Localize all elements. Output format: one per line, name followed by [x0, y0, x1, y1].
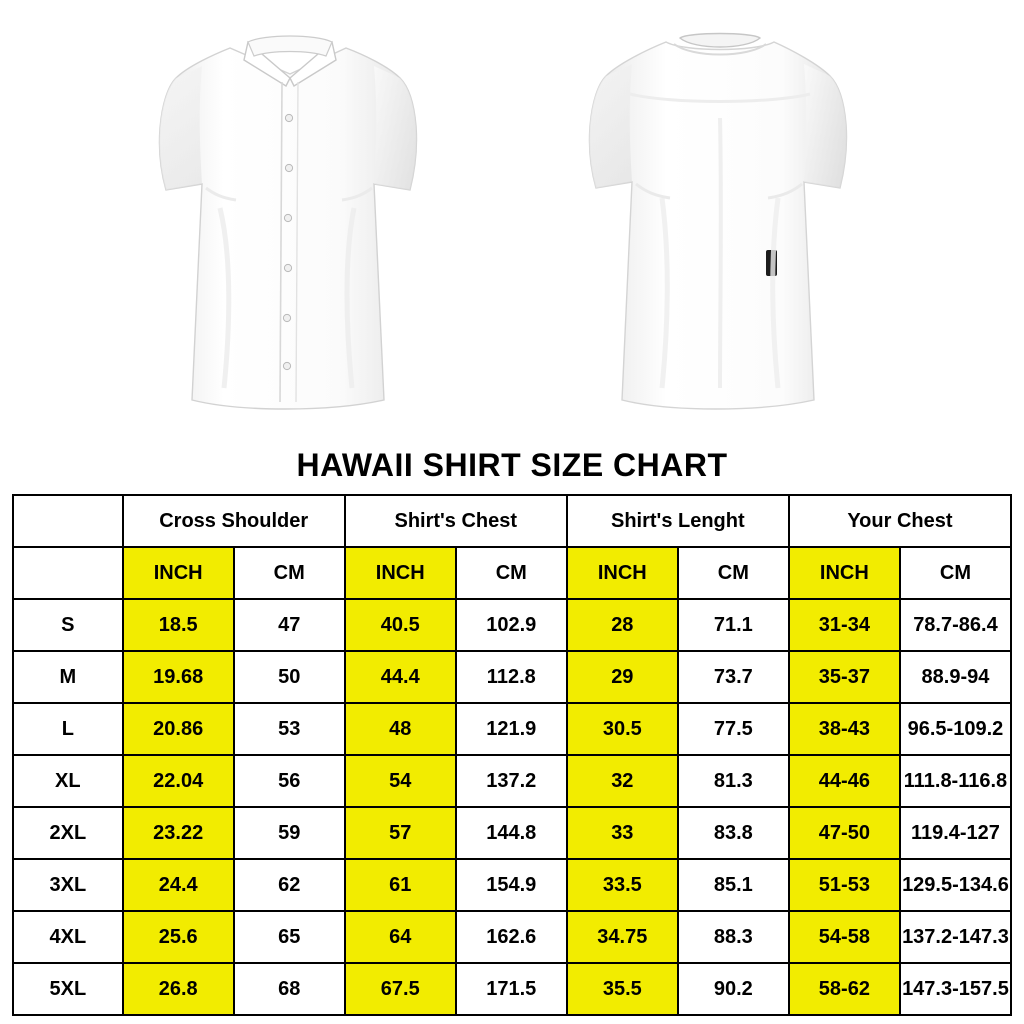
table-row [13, 859, 1011, 911]
cell-cross-shoulder-inch: 25.6 [123, 911, 234, 963]
row-size-label: L [13, 703, 123, 755]
cell-length-inch: 32 [567, 755, 678, 807]
row-size-label: 5XL [13, 963, 123, 1015]
cell-your-chest-cm: 78.7-86.4 [900, 599, 1011, 651]
shirt-front-image [140, 8, 440, 428]
cell-cross-shoulder-inch: 22.04 [123, 755, 234, 807]
cell-cross-shoulder-inch: 18.5 [123, 599, 234, 651]
cell-length-cm: 90.2 [678, 963, 789, 1015]
cell-length-cm: 81.3 [678, 755, 789, 807]
unit-header-cm-4: CM [900, 547, 1011, 599]
cell-cross-shoulder-inch: 19.68 [123, 651, 234, 703]
row-size-label: 3XL [13, 859, 123, 911]
size-table-wrap [0, 494, 1024, 1016]
cell-length-inch: 28 [567, 599, 678, 651]
shirt-back-image [570, 8, 870, 428]
cell-your-chest-cm: 96.5-109.2 [900, 703, 1011, 755]
cell-your-chest-inch: 51-53 [789, 859, 900, 911]
cell-your-chest-inch: 58-62 [789, 963, 900, 1015]
unit-header-inch-2: INCH [345, 547, 456, 599]
table-row [13, 807, 1011, 859]
cell-chest-inch: 61 [345, 859, 456, 911]
row-size-label: 2XL [13, 807, 123, 859]
cell-your-chest-inch: 54-58 [789, 911, 900, 963]
cell-chest-cm: 137.2 [456, 755, 567, 807]
unit-header-inch-4: INCH [789, 547, 900, 599]
unit-header-cm-2: CM [456, 547, 567, 599]
cell-length-inch: 30.5 [567, 703, 678, 755]
cell-cross-shoulder-inch: 20.86 [123, 703, 234, 755]
cell-your-chest-cm: 111.8-116.8 [900, 755, 1011, 807]
cell-length-cm: 71.1 [678, 599, 789, 651]
table-group-header-row [13, 495, 1011, 547]
table-row [13, 963, 1011, 1015]
cell-your-chest-cm: 129.5-134.6 [900, 859, 1011, 911]
cell-cross-shoulder-cm: 59 [234, 807, 345, 859]
cell-chest-inch: 67.5 [345, 963, 456, 1015]
cell-your-chest-inch: 35-37 [789, 651, 900, 703]
cell-your-chest-inch: 44-46 [789, 755, 900, 807]
unit-header-inch-1: INCH [123, 547, 234, 599]
cell-length-cm: 83.8 [678, 807, 789, 859]
cell-your-chest-cm: 137.2-147.3 [900, 911, 1011, 963]
cell-chest-cm: 154.9 [456, 859, 567, 911]
shirt-images [0, 0, 1024, 445]
cell-length-inch: 29 [567, 651, 678, 703]
cell-length-cm: 73.7 [678, 651, 789, 703]
unit-header-inch-3: INCH [567, 547, 678, 599]
cell-cross-shoulder-cm: 53 [234, 703, 345, 755]
cell-chest-inch: 40.5 [345, 599, 456, 651]
cell-chest-cm: 121.9 [456, 703, 567, 755]
table-unit-header-row [13, 547, 1011, 599]
cell-your-chest-cm: 88.9-94 [900, 651, 1011, 703]
cell-length-inch: 33 [567, 807, 678, 859]
cell-chest-inch: 44.4 [345, 651, 456, 703]
cell-length-inch: 33.5 [567, 859, 678, 911]
cell-chest-cm: 144.8 [456, 807, 567, 859]
row-size-label: M [13, 651, 123, 703]
group-header-shirts-lenght: Shirt's Lenght [567, 495, 789, 547]
unit-header-cm-3: CM [678, 547, 789, 599]
cell-your-chest-cm: 119.4-127 [900, 807, 1011, 859]
cell-cross-shoulder-cm: 65 [234, 911, 345, 963]
group-header-shirts-chest: Shirt's Chest [345, 495, 567, 547]
cell-your-chest-cm: 147.3-157.5 [900, 963, 1011, 1015]
cell-chest-inch: 54 [345, 755, 456, 807]
cell-cross-shoulder-cm: 47 [234, 599, 345, 651]
cell-chest-inch: 64 [345, 911, 456, 963]
cell-cross-shoulder-cm: 50 [234, 651, 345, 703]
corner-cell [13, 495, 123, 547]
cell-chest-cm: 171.5 [456, 963, 567, 1015]
cell-your-chest-inch: 31-34 [789, 599, 900, 651]
size-chart-table [12, 494, 1012, 1016]
cell-length-cm: 88.3 [678, 911, 789, 963]
cell-your-chest-inch: 38-43 [789, 703, 900, 755]
cell-cross-shoulder-inch: 26.8 [123, 963, 234, 1015]
cell-cross-shoulder-inch: 24.4 [123, 859, 234, 911]
group-header-cross-shoulder: Cross Shoulder [123, 495, 345, 547]
unit-corner-cell [13, 547, 123, 599]
table-row [13, 651, 1011, 703]
cell-chest-cm: 162.6 [456, 911, 567, 963]
cell-chest-cm: 112.8 [456, 651, 567, 703]
group-header-your-chest: Your Chest [789, 495, 1011, 547]
cell-cross-shoulder-cm: 62 [234, 859, 345, 911]
table-row [13, 599, 1011, 651]
cell-length-cm: 77.5 [678, 703, 789, 755]
unit-header-cm-1: CM [234, 547, 345, 599]
table-row [13, 703, 1011, 755]
cell-your-chest-inch: 47-50 [789, 807, 900, 859]
cell-length-inch: 35.5 [567, 963, 678, 1015]
cell-chest-inch: 48 [345, 703, 456, 755]
table-row [13, 755, 1011, 807]
cell-cross-shoulder-cm: 68 [234, 963, 345, 1015]
row-size-label: XL [13, 755, 123, 807]
cell-length-cm: 85.1 [678, 859, 789, 911]
row-size-label: 4XL [13, 911, 123, 963]
cell-cross-shoulder-cm: 56 [234, 755, 345, 807]
cell-length-inch: 34.75 [567, 911, 678, 963]
page-title: HAWAII SHIRT SIZE CHART [296, 447, 728, 483]
cell-chest-cm: 102.9 [456, 599, 567, 651]
table-row [13, 911, 1011, 963]
cell-chest-inch: 57 [345, 807, 456, 859]
row-size-label: S [13, 599, 123, 651]
cell-cross-shoulder-inch: 23.22 [123, 807, 234, 859]
